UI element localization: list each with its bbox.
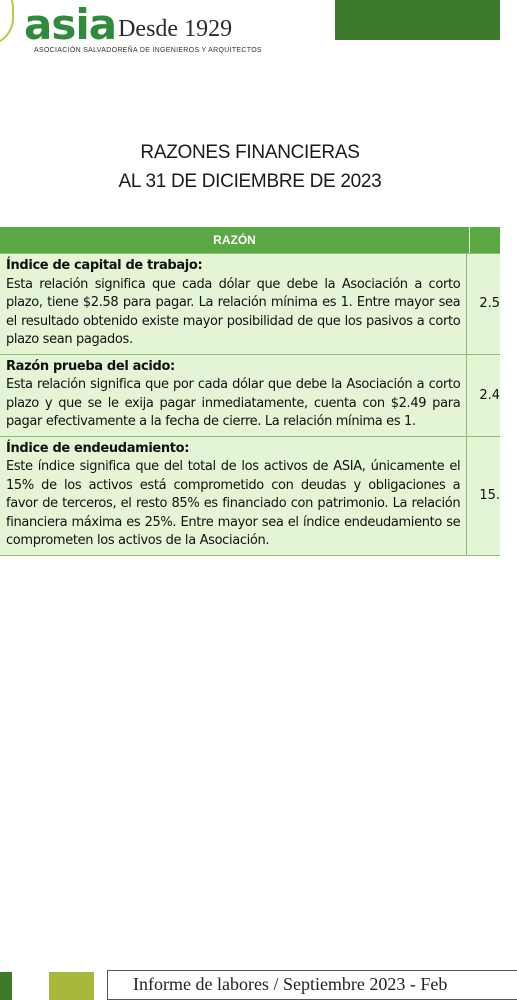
footer-text: Informe de labores / Septiembre 2023 - Feb <box>133 974 448 994</box>
footer-accent-lime <box>49 972 94 1000</box>
header-divider <box>333 0 335 40</box>
page-title: RAZONES FINANCIERAS <box>140 142 360 163</box>
ratio-value: 2.4 <box>479 387 500 403</box>
ratio-description <box>0 437 467 555</box>
column-header-razon: RAZÓN <box>0 227 470 253</box>
ratio-description <box>0 355 467 436</box>
table-row <box>0 253 500 354</box>
ratio-text: Esta relación significa que cada dólar que debe la Asociación a corto plazo, tiene $2.58 para pagar. La relación mínima es 1. Entre mayor sea el resultado obtenido existe mayor posibilidad de que los pasivos a corto plazo sean pagados. <box>6 276 461 347</box>
footer-accent-dark <box>0 972 12 1000</box>
ratio-title: Razón prueba del acido: <box>6 358 175 374</box>
ratio-value: 15. <box>479 488 500 503</box>
header-accent-bar <box>335 0 500 40</box>
logo-subtitle: ASOCIACIÓN SALVADOREÑA DE INGENIEROS Y ARQUITECTOS <box>34 47 262 54</box>
ratio-title: Índice de endeudamiento: <box>6 440 190 456</box>
ratio-title: Índice de capital de trabajo: <box>6 258 203 273</box>
ratio-value: 2.5 <box>479 296 500 312</box>
column-header-value <box>470 227 500 253</box>
table-bottom-border <box>0 555 500 556</box>
asia-logo <box>24 0 262 54</box>
logo-since: Desde 1929 <box>118 16 233 42</box>
logo-wordmark: asia <box>24 0 117 49</box>
ratio-description <box>0 254 467 354</box>
ratio-text: Este índice significa que del total de los activos de ASIA, únicamente el 15% de los activos está comprometido con deudas y obligaciones a favor de terceros, el resto 85% es financiado con patrimonio. La relación financiera máxima es 25%. Entre mayor sea el índice endeudamiento se comprometen los activos de la Asociación. <box>6 459 461 548</box>
ratio-text: Esta relación significa que por cada dólar que debe la Asociación a corto plazo y que se le exija pagar inmediatamente, cuenta con $2.49 para pagar efectivamente a la fecha de cierre. La relación mínima es 1. <box>6 377 461 429</box>
table-row <box>0 354 500 436</box>
page-subtitle: AL 31 DE DICIEMBRE DE 2023 <box>118 171 382 192</box>
ratios-table <box>0 227 500 556</box>
table-row <box>0 436 500 555</box>
decorative-arc <box>0 0 14 46</box>
table-header <box>0 227 500 253</box>
